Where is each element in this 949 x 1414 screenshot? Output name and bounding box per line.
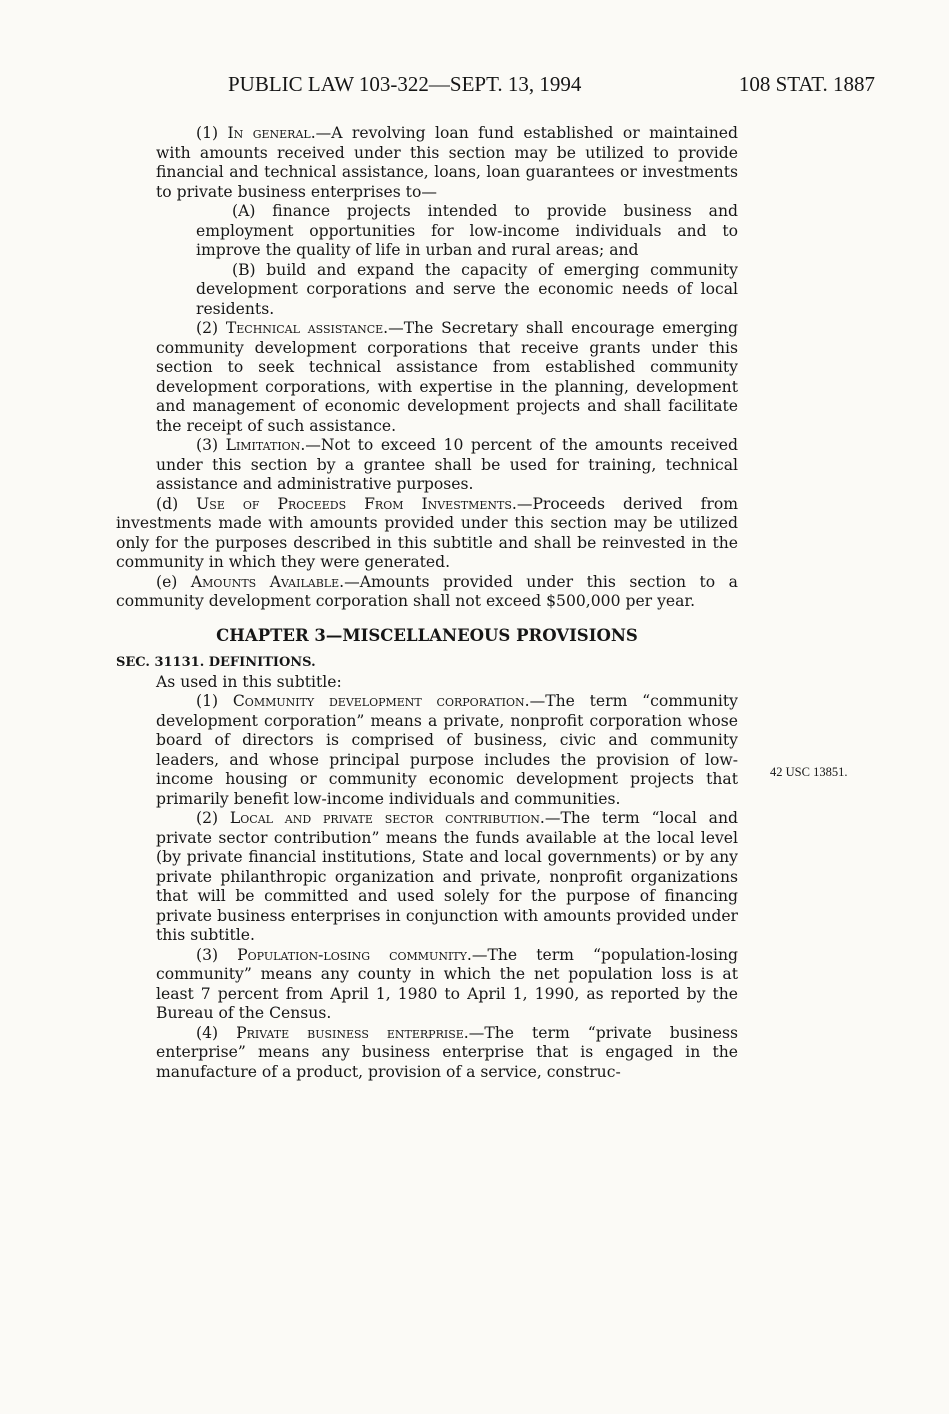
paragraph-number: (3) <box>196 945 238 964</box>
paragraph-text: .—The term “community development corporation” means a private, nonprofit corporation whose board of directors is comprised of business, civic and community leaders, and whose principal purpose includes the provision of low-income housing or community economic development projects that primarily benefit low-income individuals and communities. <box>156 692 738 808</box>
paragraph-heading: In general <box>227 124 311 142</box>
definition-2-local-private-contribution <box>116 809 738 946</box>
paragraph-number: (d) <box>156 494 197 513</box>
body-text <box>116 124 738 1082</box>
paragraph-1-b: (B) build and expand the capacity of emerging community development corporations and serve the economic needs of local residents. <box>196 260 738 318</box>
paragraph-heading: Community development corporation <box>232 692 525 710</box>
paragraph-number: (2) <box>196 809 230 827</box>
paragraph-1-a: (A) finance projects intended to provide business and employment opportunities for low-income individuals and to improve the quality of life in urban and rural areas; and <box>196 202 738 259</box>
paragraph-number: (2) <box>196 319 226 337</box>
definition-4-private-business <box>116 1024 738 1083</box>
definitions-intro: As used in this subtitle: <box>156 672 342 691</box>
paragraph-heading: Limitation <box>225 436 301 454</box>
paragraph-text: .—The Secretary shall encourage emerging community development corporations that receive grants under this section to seek technical assistance from established community development corporations, with expertise in the planning, development and management of economic development projects and shall facilitate the receipt of such assistance. <box>156 319 738 435</box>
paragraph-text: .—Proceeds derived from investments made with amounts provided under this section may be utilized only for the purposes described in this subtitle and shall be reinvested in the community in which they were generated. <box>116 494 738 571</box>
paragraph-number: (4) <box>196 1023 237 1042</box>
paragraph-heading: Technical assistance <box>225 319 384 337</box>
paragraph-text: .—The term “private business enterprise” means any business enterprise that is engaged in the manufacture of a product, provision of a service, construc- <box>156 1023 739 1081</box>
paragraph-3-limitation <box>116 436 738 495</box>
page-header-stat: 108 STAT. 1887 <box>738 72 875 96</box>
paragraph-number: (e) <box>156 572 191 591</box>
paragraph-number: (3) <box>196 436 226 454</box>
paragraph-heading: Use of Proceeds From Investments <box>196 494 512 513</box>
paragraph-text: .—A revolving loan fund established or maintained with amounts received under this section may be utilized to provide financial and technical assistance, loans, loan guarantees or investments to private business enterprises to— <box>156 124 738 201</box>
definition-3-population-losing <box>116 946 738 1024</box>
definition-1-cdc <box>116 692 738 809</box>
paragraph-text: .—Amounts provided under this section to a community development corporation shall not exceed $500,000 per year. <box>116 572 738 610</box>
paragraph-text: .—The term “local and private sector contribution” means the funds available at the local level (by private financial institutions, State and local governments) or by any private philanthropic organization and private, nonprofit organizations that will be committed and used solely for the purpose of financing private business enterprises in conjunction with amounts provided under this subtitle. <box>156 809 738 944</box>
subsection-d-use-of-proceeds <box>116 495 738 573</box>
margin-note-usc: 42 USC 13851. <box>770 765 848 779</box>
paragraph-heading: Population-losing community <box>237 945 467 964</box>
subsection-e-amounts-available <box>116 573 738 612</box>
section-heading: SEC. 31131. DEFINITIONS. <box>116 655 316 670</box>
paragraph-2-technical-assistance <box>116 319 738 436</box>
paragraph-number: (1) <box>196 124 228 142</box>
paragraph-1-in-general <box>116 124 738 202</box>
page-header <box>0 72 949 102</box>
chapter-heading: CHAPTER 3—MISCELLANEOUS PROVISIONS <box>216 625 638 645</box>
paragraph-heading: Local and private sector contribution <box>229 809 540 827</box>
paragraph-text: .—The term “population-losing community” means any county in which the net population loss is at least 7 percent from April 1, 1980 to April 1, 1990, as reported by the Bureau of the Census. <box>156 945 739 1022</box>
paragraph-heading: Amounts Available <box>190 572 340 591</box>
paragraph-text: .—Not to exceed 10 percent of the amounts received under this section by a grantee shall be used for training, technical assistance and administrative purposes. <box>156 436 738 493</box>
paragraph-heading: Private business enterprise <box>236 1023 464 1042</box>
page-header-title: PUBLIC LAW 103-322—SEPT. 13, 1994 <box>228 72 582 96</box>
paragraph-number: (1) <box>196 692 233 710</box>
